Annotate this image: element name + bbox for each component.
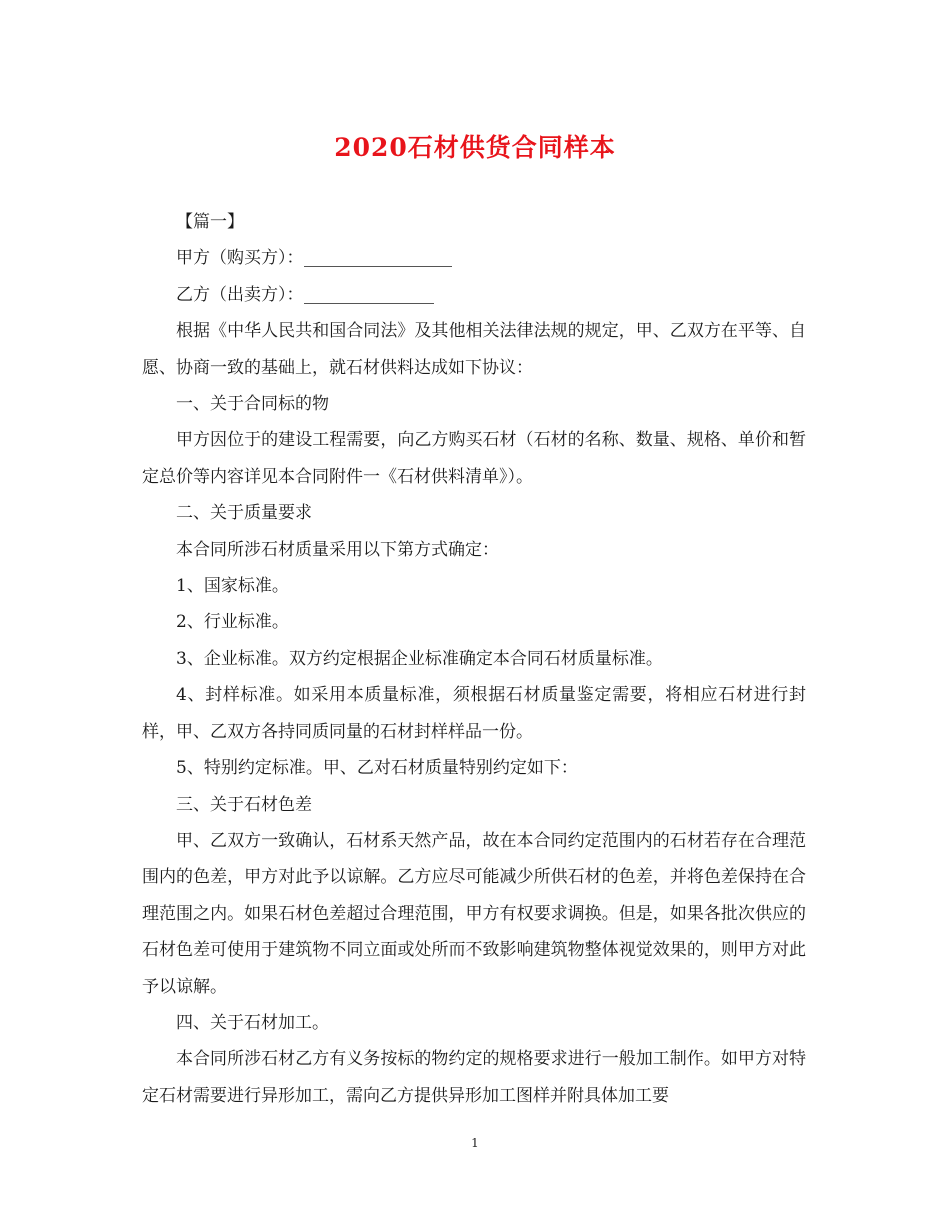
list-item: 3、企业标准。双方约定根据企业标准确定本合同石材质量标准。 [176, 648, 663, 669]
page-number: 1 [471, 1136, 479, 1150]
list-item: 4、封样标准。如采用本质量标准，须根据石材质量鉴定需要，将相应石材进行封样，甲、乙双方各持同质同量的石材封样样品一份。 [142, 685, 806, 742]
section-label: 【篇一】 [176, 212, 244, 232]
party-a-label: 甲方（购买方）： [176, 248, 304, 269]
party-a-blank [304, 248, 452, 267]
section-heading: 三、关于石材色差 [176, 794, 312, 815]
document-body [142, 204, 806, 1114]
document-title: 2020石材供货合同样本 [334, 133, 616, 162]
paragraph: 甲方因位于的建设工程需要，向乙方购买石材（石材的名称、数量、规格、单价和暂定总价等内容详见本合同附件一《石材供料清单》）。 [142, 430, 806, 487]
section-heading: 二、关于质量要求 [176, 503, 312, 524]
paragraph: 根据《中华人民共和国合同法》及其他相关法律法规的规定，甲、乙双方在平等、自愿、协商一致的基础上，就石材供料达成如下协议： [142, 321, 806, 378]
party-b-blank [304, 285, 434, 304]
party-b-label: 乙方（出卖方）： [176, 284, 304, 305]
party-b-line [142, 277, 806, 313]
section-heading: 一、关于合同标的物 [176, 394, 329, 415]
paragraph: 甲、乙双方一致确认，石材系天然产品，故在本合同约定范围内的石材若存在合理范围内的色差，甲方对此予以谅解。乙方应尽可能减少所供石材的色差，并将色差保持在合理范围之内。如果石材色差超过合理范围，甲方有权要求调换。但是，如果各批次供应的石材色差可使用于建筑物不同立面或处所而不致影响建筑物整体视觉效果的，则甲方对此予以谅解。 [142, 830, 806, 997]
paragraph: 本合同所涉石材乙方有义务按标的物约定的规格要求进行一般加工制作。如甲方对特定石材需要进行异形加工，需向乙方提供异形加工图样并附具体加工要 [142, 1049, 806, 1106]
list-item: 5、特别约定标准。甲、乙对石材质量特别约定如下： [176, 758, 578, 779]
list-item: 1、国家标准。 [176, 576, 289, 597]
section-heading: 四、关于石材加工。 [176, 1012, 329, 1033]
paragraph: 本合同所涉石材质量采用以下第方式确定： [176, 539, 499, 560]
party-a-line [142, 240, 806, 276]
list-item: 2、行业标准。 [176, 612, 289, 633]
